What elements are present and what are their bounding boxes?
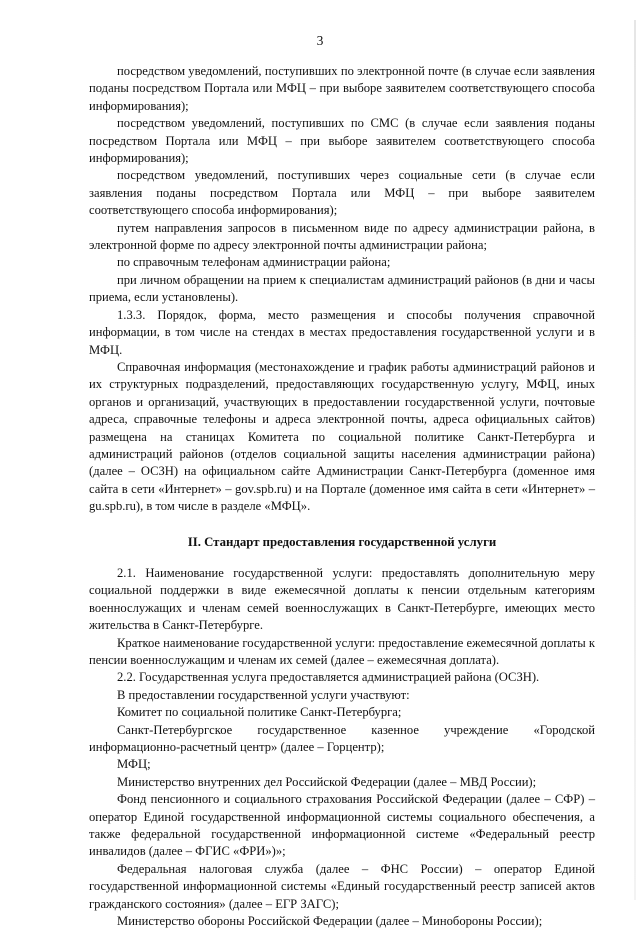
scan-edge-shadow [634, 20, 636, 900]
page-number: 3 [316, 33, 324, 48]
paragraph-1-3-3: 1.3.3. Порядок, форма, место размещения и способы получения справочной информации, в том числе на стендах в местах предоставления государственной услуги и в МФЦ. [89, 307, 595, 357]
paragraph-committee: Комитет по социальной политике Санкт-Петербурга; [117, 705, 402, 720]
paragraph-minoborony: Министерство обороны Российской Федерации (далее – Минобороны России); [117, 914, 543, 929]
page-content [89, 63, 595, 931]
paragraph-sfr: Фонд пенсионного и социального страхования Российской Федерации (далее – СФР) – оператор Единой государственной информационной системы социального обеспечения, а также федеральной государственной информационной системе «Федеральный реестр инвалидов (далее – ФГИС «ФРИ»)»; [89, 792, 595, 859]
paragraph-2-2: 2.2. Государственная услуга предоставляется администрацией района (ОСЗН). [117, 670, 540, 685]
paragraph-fns: Федеральная налоговая служба (далее – ФНС России) – оператор Единой государственной информационной системы «Единый государственный реестр записей актов гражданского состояния» (далее – ЕГР ЗАГС); [89, 861, 595, 911]
paragraph-notify-email: посредством уведомлений, поступивших по электронной почте (в случае если заявления поданы посредством Портала или МФЦ – при выборе заявителем соответствующего способа информирования); [89, 64, 595, 113]
paragraph-written-requests: путем направления запросов в письменном виде по адресу администрации района, в электронной форме по адресу электронной почты администрации района; [89, 220, 595, 253]
paragraph-phones: по справочным телефонам администрации района; [117, 255, 391, 270]
paragraph-mvd: Министерство внутренних дел Российской Федерации (далее – МВД России); [117, 774, 537, 789]
paragraph-gorcentr: Санкт-Петербургское государственное казенное учреждение «Городской информационно-расчетный центр» (далее – Горцентр); [89, 722, 595, 755]
paragraph-notify-social: посредством уведомлений, поступивших через социальные сети (в случае если заявления поданы посредством Портала или МФЦ – при выборе заявителем соответствующего способа информирования); [89, 168, 595, 218]
section-title: II. Стандарт предоставления государственной услуги [187, 534, 497, 549]
paragraph-short-name: Краткое наименование государственной услуги: предоставление ежемесячной доплаты к пенсии военнослужащим и членам их семей (далее – ежемесячная доплата). [89, 635, 595, 667]
paragraph-2-1: 2.1. Наименование государственной услуги: предоставлять дополнительную меру социальной поддержки в виде ежемесячной доплаты к пенсии отдельным категориям военнослужащих и членам семей военнослужащих в Санкт-Петербурге, имеющих место жительства в Санкт-Петербурге. [89, 565, 595, 633]
paragraph-notify-sms: посредством уведомлений, поступивших по СМС (в случае если заявления поданы посредством Портала или МФЦ – при выборе заявителем соответствующего способа информирования); [89, 116, 595, 166]
paragraph-mfc: МФЦ; [117, 757, 151, 772]
paragraph-personal-visit: при личном обращении на прием к специалистам администраций районов (в дни и часы приема, если установлены). [89, 272, 595, 305]
paragraph-participants-intro: В предоставлении государственной услуги участвуют: [117, 687, 410, 702]
paragraph-reference-info: Справочная информация (местонахождение и график работы администраций районов и их структурных подразделений, предоставляющих государственную услугу, МФЦ, иных органов и организаций, участвующих в предоставлении государственной услуги, почтовые адреса, справочные телефоны и адреса электронной почты, адреса официальных сайтов) размещена на станицах Комитета по социальной политике Санкт-Петербурга и администраций районов (отделов социальной защиты населения администрации района) (далее – ОСЗН) на официальном сайте Администрации Санкт-Петербурга (доменное имя сайта в сети «Интернет» – gov.spb.ru) и на Портале (доменное имя сайта в сети «Интернет» – gu.spb.ru), в том числе в разделе «МФЦ». [89, 359, 595, 514]
